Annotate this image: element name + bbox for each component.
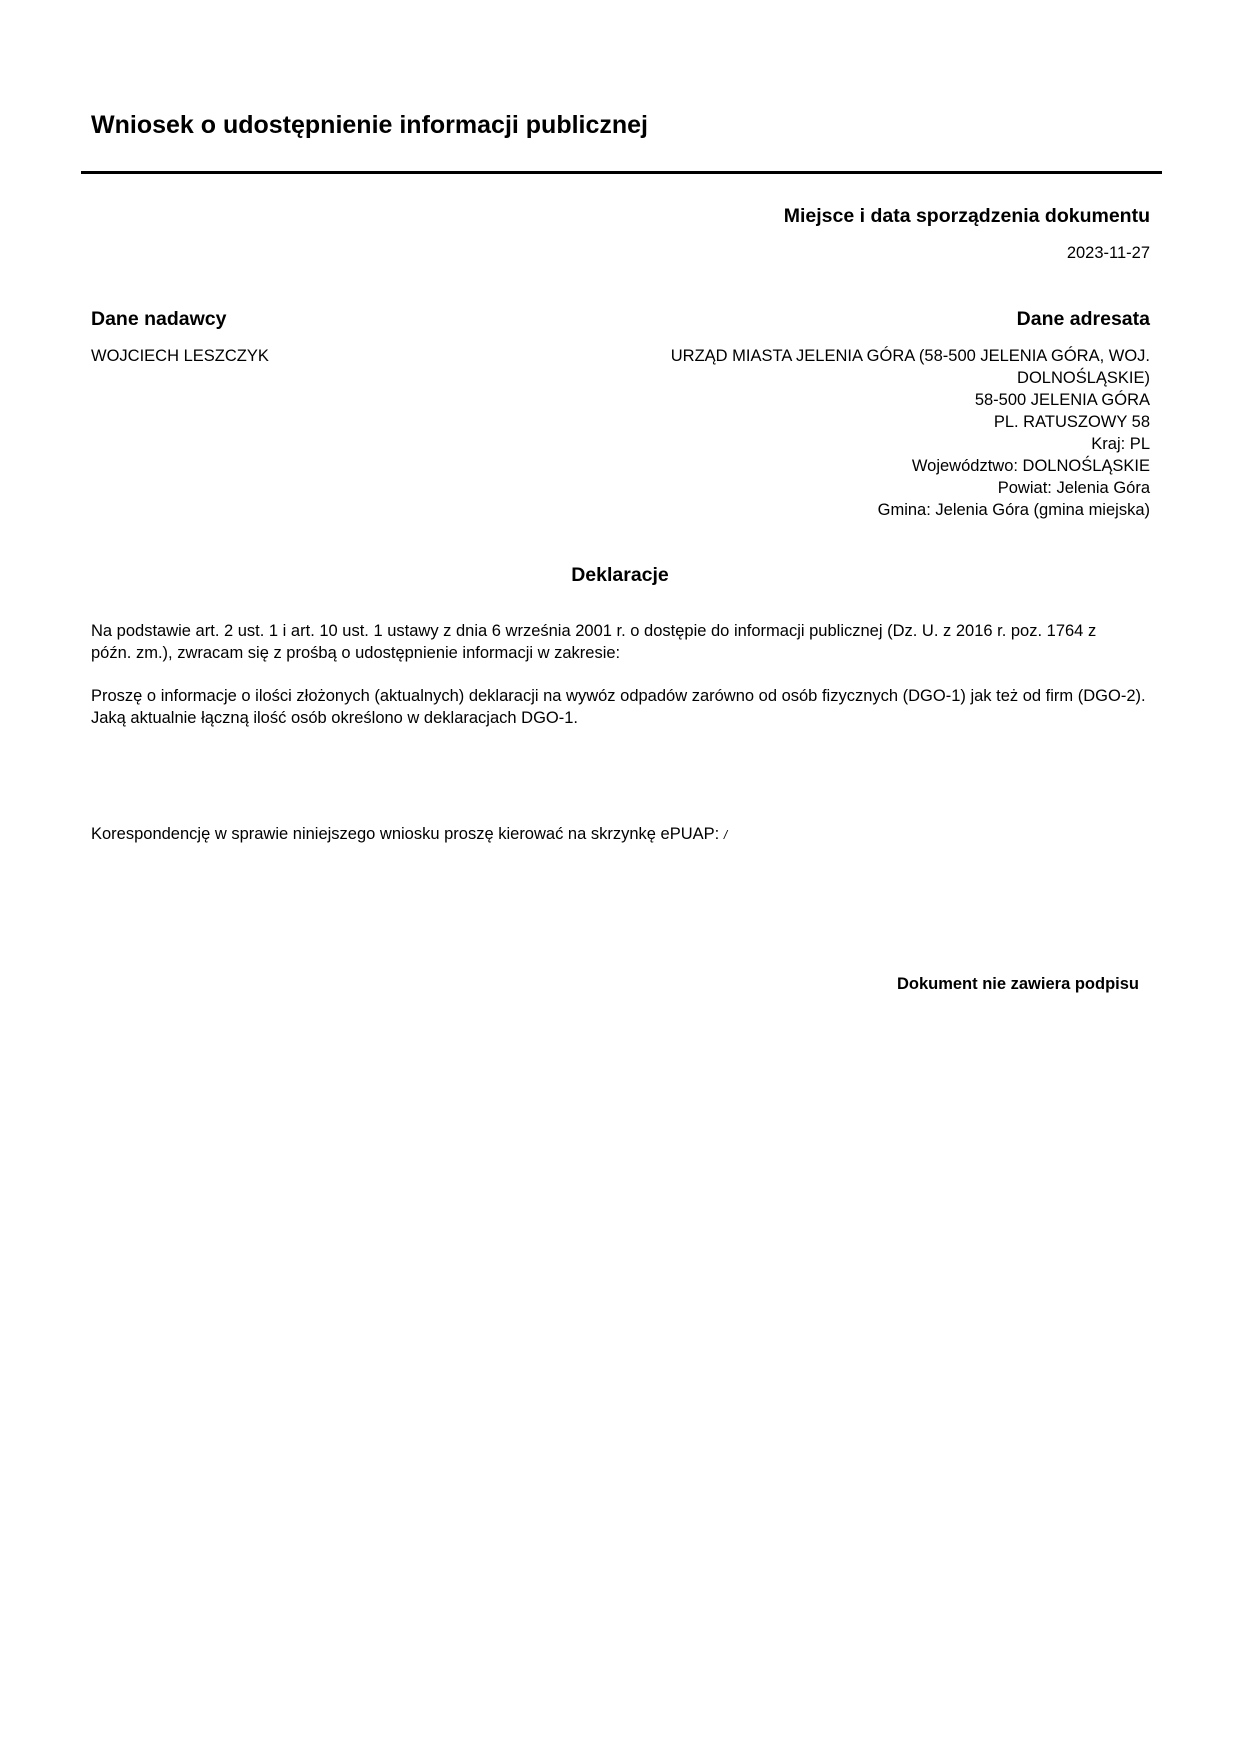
correspondence-note — [91, 823, 727, 846]
epuap-address: / — [723, 828, 728, 842]
recipient-heading: Dane adresata — [1016, 308, 1150, 330]
recipient-line: Powiat: Jelenia Góra — [997, 479, 1150, 497]
legal-basis-paragraph: Na podstawie art. 2 ust. 1 i art. 10 ust. 1 ustawy z dnia 6 września 2001 r. o dostępie do informacji publicznej (Dz. U. z 2016 r. poz. 1764 z późn. zm.), zwracam się z prośbą o udostępnienie informacji w zakresie: — [91, 622, 1097, 662]
title-divider — [81, 171, 1162, 174]
recipient-line: 58-500 JELENIA GÓRA — [974, 391, 1150, 409]
recipient-line: Województwo: DOLNOŚLĄSKIE — [911, 457, 1150, 475]
recipient-line: URZĄD MIASTA JELENIA GÓRA (58-500 JELENIA GÓRA, WOJ. DOLNOŚLĄSKIE) — [670, 347, 1150, 387]
place-date-section — [784, 203, 1150, 264]
place-date-heading: Miejsce i data sporządzenia dokumentu — [783, 205, 1150, 227]
sender-heading: Dane nadawcy — [91, 308, 227, 330]
request-line: Jaką aktualnie łączną ilość osób określono w deklaracjach DGO-1. — [91, 709, 578, 727]
document-date: 2023-11-27 — [1066, 244, 1150, 262]
recipient-address — [650, 345, 1150, 521]
recipient-line: Kraj: PL — [1091, 435, 1150, 453]
sender-section — [91, 306, 269, 367]
request-line: Proszę o informacje o ilości złożonych (aktualnych) deklaracji na wywóz odpadów zarówno od osób fizycznych (DGO-1) jak też od firm (DGO-2). — [91, 687, 1146, 705]
recipient-section — [650, 306, 1150, 521]
signature-note: Dokument nie zawiera podpisu — [896, 975, 1139, 993]
document-title: Wniosek o udostępnienie informacji publicznej — [91, 111, 649, 139]
recipient-line: PL. RATUSZOWY 58 — [993, 413, 1150, 431]
correspondence-text: Korespondencję w sprawie niniejszego wniosku proszę kierować na skrzynkę ePUAP: — [91, 825, 720, 843]
subject-heading: Deklaracje — [571, 564, 669, 586]
sender-name: WOJCIECH LESZCZYK — [91, 347, 269, 365]
request-content — [91, 685, 1149, 729]
recipient-line: Gmina: Jelenia Góra (gmina miejska) — [877, 501, 1150, 519]
